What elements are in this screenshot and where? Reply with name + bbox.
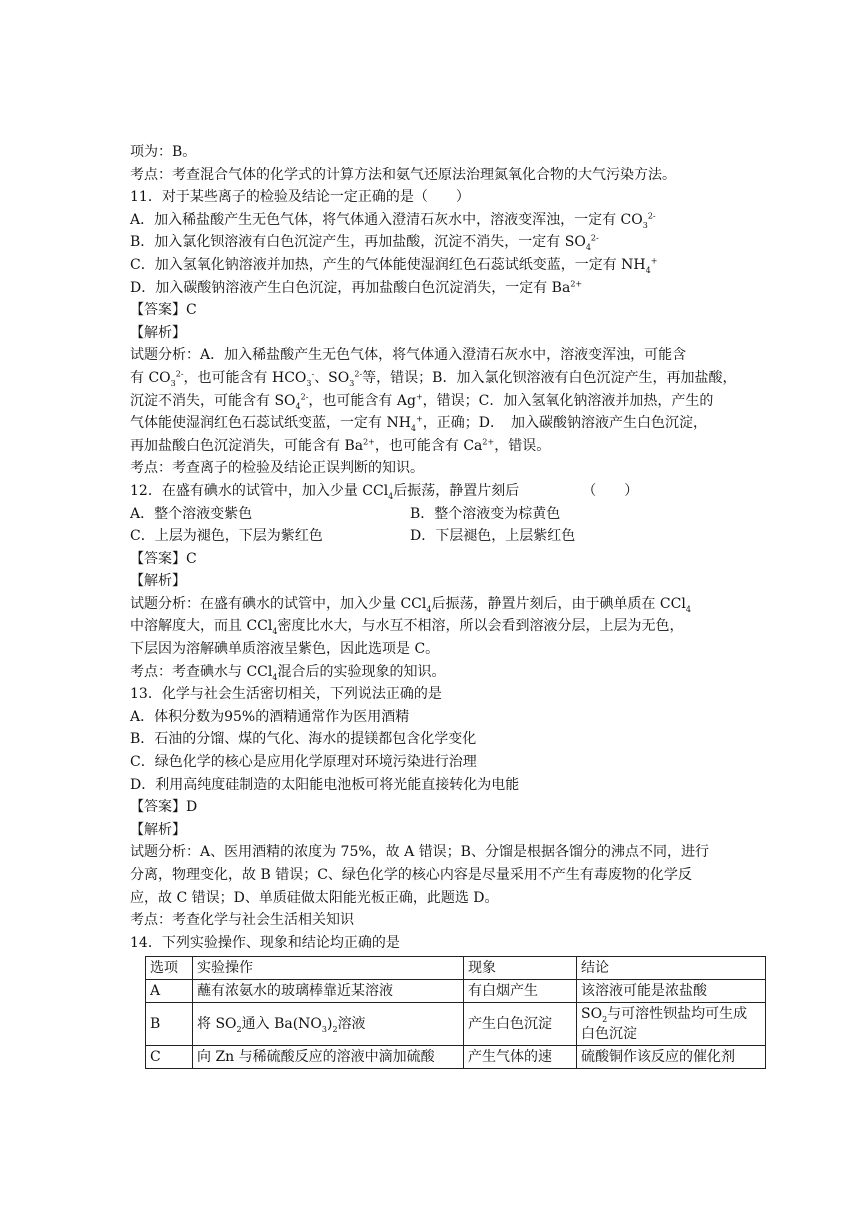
q11-analysis-line: 再加盐酸白色沉淀消失，可能含有 $Ba^{2+}$，也可能含有 $Ca^{2+}$，错误。: [130, 437, 551, 454]
document-page: [130, 141, 770, 1069]
table-cell-phenomenon: 产生气体的速: [464, 1046, 577, 1069]
q12-stem: 12．在盛有碘水的试管中，加入少量 CCl$_4$后振荡，静置片刻后 （ ）: [130, 482, 639, 501]
q12-option-b: B．整个溶液变为棕黄色: [410, 505, 561, 522]
table-cell-conclusion: $SO_2$与可溶性钡盐均可生成 白色沉淀: [577, 1003, 766, 1046]
q11-analysis-line: 有 $CO_3^{2-}$，也可能含有 $HCO_3^-$、$SO_3^{2-}$等，错误；B．加入氯化钡溶液有白色沉淀产生，再加盐酸，: [130, 369, 737, 388]
table-cell-operation: 蘸有浓氨水的玻璃棒靠近某溶液: [193, 980, 464, 1003]
q11-option-b: B．加入氯化钡溶液有白色沉淀产生，再加盐酸，沉淀不消失，一定有 $SO_4^{2-}$: [130, 233, 599, 253]
table-cell-conclusion: 该溶液可能是浓盐酸: [577, 980, 766, 1003]
q12-options-row: [130, 503, 770, 526]
table-cell-phenomenon: 有白烟产生: [464, 980, 577, 1003]
table-cell-phenomenon: 产生白色沉淀: [464, 1003, 577, 1046]
q11-analysis-line: 试题分析：A．加入稀盐酸产生无色气体，将气体通入澄清石灰水中，溶液变浑浊，可能含: [130, 347, 687, 364]
q11-stem: 11．对于某些离子的检验及结论一定正确的是（ ）: [130, 189, 470, 206]
q11-kaodian: 考点：考查离子的检验及结论正误判断的知识。: [130, 460, 424, 477]
q11-option-d: D．加入碳酸钠溶液产生白色沉淀，再加盐酸白色沉淀消失，一定有 $Ba^{2+}$: [130, 278, 583, 296]
q13-jiexi-label: 【解析】: [130, 821, 186, 838]
table-header-cell: 结论: [577, 957, 766, 980]
q14-table: [145, 956, 766, 1069]
q11-option-a: A．加入稀盐酸产生无色气体，将气体通入澄清石灰水中，溶液变浑浊，一定有 $CO_3^{2-}$: [130, 211, 656, 230]
q12-analysis-line: 中溶解度大，而且 CCl$_4$密度比水大，与水互不相溶，所以会看到溶液分层，上层为无色，: [130, 618, 684, 637]
table-cell-operation: 将 $SO_2$通入 $Ba(NO_3)_2$溶液: [193, 1003, 464, 1046]
q12-analysis-line: 下层因为溶解碘单质溶液呈紫色，因此选项是 C。: [130, 641, 440, 658]
q13-analysis-line: 分离，物理变化，故 B 错误；C、绿色化学的核心内容是尽量采用不产生有毒废物的化学反: [130, 867, 692, 883]
table-header-cell: 选项: [146, 957, 193, 980]
table-cell-conclusion: 硫酸铜作该反应的催化剂: [577, 1046, 766, 1069]
table-cell-option: C: [146, 1046, 193, 1069]
q12-options-row: [130, 525, 770, 548]
q12-option-d: D．下层褪色，上层紫红色: [410, 528, 576, 545]
table-cell-option: A: [146, 980, 193, 1003]
table-row: [146, 1046, 766, 1069]
q13-option-b: B．石油的分馏、煤的气化、海水的提镁都包含化学变化: [130, 731, 477, 748]
q13-option-c: C．绿色化学的核心是应用化学原理对环境污染进行治理: [130, 754, 477, 771]
table-cell-operation: 向 Zn 与稀硫酸反应的溶液中滴加硫酸: [193, 1046, 464, 1069]
q11-jiexi-label: 【解析】: [130, 324, 186, 341]
table-header-cell: 实验操作: [193, 957, 464, 980]
q11-analysis-line: 沉淀不消失，可能含有 $SO_4^{2-}$，也可能含有 Ag+，错误；C．加入氢氧化钠溶液并加热，产生的: [130, 391, 714, 411]
q12-answer: 【答案】C: [130, 550, 197, 567]
q12-option-c: C．上层为褪色，下层为紫红色: [130, 528, 323, 545]
q13-option-a: A．体积分数为95%的酒精通常作为医用酒精: [130, 708, 410, 725]
q11-analysis-line: 气体能使湿润红色石蕊试纸变蓝，一定有 $NH_4^+$，正确；D． 加入碳酸钠溶液产生白色沉淀，: [130, 414, 707, 433]
q13-stem: 13．化学与社会生活密切相关，下列说法正确的是: [130, 686, 442, 703]
prev-kaodian: 考点：考查混合气体的化学式的计算方法和氨气还原法治理氮氧化合物的大气污染方法。: [130, 166, 676, 183]
table-header-row: [146, 957, 766, 980]
q13-answer: 【答案】D: [130, 799, 198, 816]
q13-option-d: D．利用高纯度硅制造的太阳能电池板可将光能直接转化为电能: [130, 776, 520, 793]
q11-answer: 【答案】C: [130, 302, 197, 319]
q12-analysis-line: 试题分析：在盛有碘水的试管中，加入少量 CCl$_4$后振荡，静置片刻后，由于碘单质在 CCl$_4$: [130, 595, 691, 614]
table-row: [146, 980, 766, 1003]
q13-analysis-line: 应，故 C 错误；D、单质硅做太阳能光板正确，此题选 D。: [130, 889, 499, 906]
q14-stem: 14．下列实验操作、现象和结论均正确的是: [130, 934, 400, 951]
table-row: [146, 1003, 766, 1046]
q11-option-c: C．加入氢氧化钠溶液并加热，产生的气体能使湿润红色石蕊试纸变蓝，一定有 $NH_4^+$: [130, 256, 658, 275]
table-header-cell: 现象: [464, 957, 577, 980]
q12-option-a: A．整个溶液变紫色: [130, 505, 253, 522]
q12-jiexi-label: 【解析】: [130, 573, 186, 590]
q12-kaodian: 考点：考查碘水与 CCl$_4$混合后的实验现象的知识。: [130, 663, 446, 682]
table-cell-option: B: [146, 1003, 193, 1046]
q13-kaodian: 考点：考查化学与社会生活相关知识: [130, 912, 354, 929]
q13-analysis-line: 试题分析：A、医用酒精的浓度为 75%，故 A 错误；B、分馏是根据各馏分的沸点不同，进行: [130, 844, 709, 861]
prev-answer-tail: 项为：B。: [130, 144, 197, 160]
